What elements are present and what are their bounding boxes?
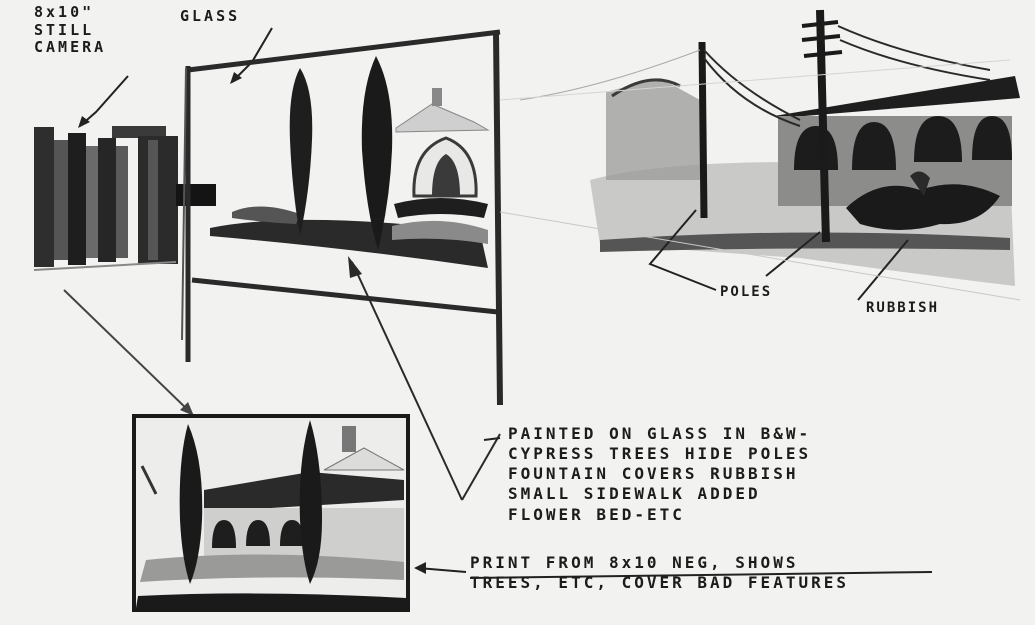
caption-line: TREES, ETC, COVER BAD FEATURES [470, 572, 849, 592]
note-line: SMALL SIDEWALK ADDED [508, 484, 761, 504]
camera-label-line: 8x10" [34, 3, 95, 21]
rubbish-label: RUBBISH [866, 300, 940, 316]
poles-label: POLES [720, 284, 773, 300]
glass-pane [182, 32, 500, 405]
final-print [134, 416, 408, 610]
glass-painting [210, 56, 488, 268]
note-line: FLOWER BED-ETC [508, 504, 685, 524]
caption-line: PRINT FROM 8x10 NEG, SHOWS [470, 553, 799, 572]
camera-label [34, 4, 106, 57]
camera-label-line: STILL [34, 20, 95, 39]
print-caption [470, 553, 849, 592]
note-line: PAINTED ON GLASS IN B&W- [508, 424, 812, 443]
actual-location [520, 10, 1020, 286]
camera-label-line: CAMERA [34, 38, 107, 57]
camera-to-print-arrow [64, 290, 190, 412]
note-line: FOUNTAIN COVERS RUBBISH [508, 464, 799, 484]
glass-pointer [232, 28, 272, 82]
glass-painting-notes [508, 424, 811, 525]
glass-label: GLASS [180, 7, 241, 25]
note-line: CYPRESS TREES HIDE POLES [508, 444, 812, 464]
camera-pointer [80, 76, 128, 126]
